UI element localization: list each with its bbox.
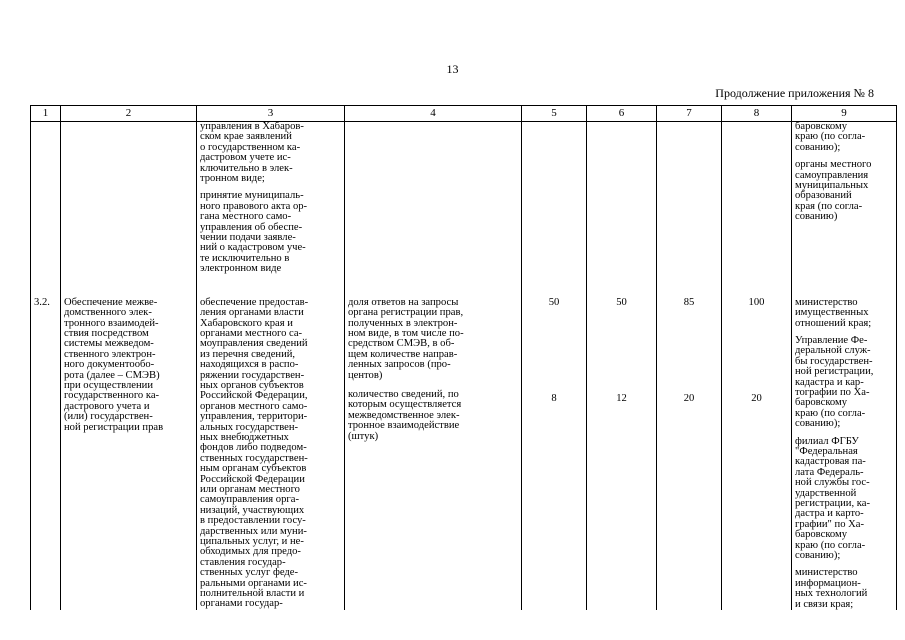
column-header: 2 xyxy=(61,106,197,122)
cell-number: 3.2. xyxy=(31,298,61,610)
indicator-value: 85 xyxy=(683,296,695,308)
cell-value xyxy=(522,122,587,298)
cell-number xyxy=(31,122,61,298)
column-header: 9 xyxy=(792,106,897,122)
table-row-continued xyxy=(31,122,897,298)
table-row-3-2 xyxy=(31,298,897,610)
indicator-value: 100 xyxy=(748,296,765,308)
executor-text: министерство имущественных отношений края; xyxy=(795,296,872,329)
executor-text: Управление Фе- деральной служ- бы государствен- ной регистрации, кадастра и кар- тографии по Ха- баровскому краю (по согла- сованию); xyxy=(795,334,874,430)
cell-value-col6 xyxy=(587,298,657,610)
column-header: 5 xyxy=(522,106,587,122)
indicator-value: 50 xyxy=(616,296,627,308)
column-header: 1 xyxy=(31,106,61,122)
column-header: 8 xyxy=(722,106,792,122)
cell-value-col7 xyxy=(657,298,722,610)
column-header: 6 xyxy=(587,106,657,122)
column-header: 4 xyxy=(345,106,522,122)
column-header: 7 xyxy=(657,106,722,122)
continuation-label: Продолжение приложения № 8 xyxy=(715,86,874,100)
column-header: 3 xyxy=(197,106,345,122)
cell-indicators xyxy=(345,298,522,610)
cell-name: Обеспечение межве- домственного элек- тронного взаимодей- ствия посредством системы межведом- ственного электрон- ного документообо- рота (далее – СМЭВ) при осуществлении государственного ка- дастрового учета и (или) государствен- ной регистрации прав xyxy=(61,298,197,610)
measure-text: управления в Хабаров- ском крае заявлений о государственном ка- дастровом учете ис- ключительно в элек- тронном виде; xyxy=(200,121,304,185)
plan-table xyxy=(30,105,897,610)
measure-text: принятие муниципаль- ного правового акта ор- гана местного само- управления об обеспе- чении подачи заявле- ний о кадастровом уче- те исключительно в электронном виде xyxy=(200,190,308,275)
cell-value xyxy=(722,122,792,298)
page-number: 13 xyxy=(446,62,459,76)
indicator-text: количество сведений, по которым осуществляется межведомственное элек- тронное взаимодействие (штук) xyxy=(348,388,462,442)
cell-name xyxy=(61,122,197,298)
cell-measures xyxy=(197,122,345,298)
indicator-value: 8 xyxy=(551,392,557,404)
indicator-value: 50 xyxy=(548,296,560,308)
executor-text: филиал ФГБУ "Федеральная кадастровая па- лата Федераль- ной службы гос- ударственной регистрации, ка- дастра и карто- графии" по Ха- баровскому краю (по согла- сованию); xyxy=(795,435,870,562)
cell-executors xyxy=(792,298,897,610)
indicator-value: 12 xyxy=(616,392,627,404)
cell-indicator xyxy=(345,122,522,298)
indicator-value: 20 xyxy=(683,392,695,404)
column-number-row xyxy=(31,106,897,122)
executor-text: органы местного самоуправления муниципальных образований края (по согла- сованию) xyxy=(795,159,872,223)
indicator-value: 20 xyxy=(751,392,762,404)
executor-text: баровскому краю (по согла- сованию); xyxy=(795,121,866,153)
executor-text: министерство информацион- ных технологий и связи края; xyxy=(795,567,868,610)
cell-executors xyxy=(792,122,897,298)
cell-value xyxy=(587,122,657,298)
cell-measure: обеспечение предостав- ления органами власти Хабаровского края и органами местного са- моуправления сведений из перечня сведений, находящихся в распо- ряжении государствен- ных органов субъектов Российской Федерации, органов местного само- управления, территори- альных государствен- ных внебюджетных фондов либо подведом- ственных государствен- ным органам субъектов Российской Федерации или органам местного самоуправления орга- низаций, участвующих в предоставлении госу- дарственных или муни- ципальных услуг, и не- обходимых для предо- ставления государ- ственных услуг феде- ральными органами ис- полнительной власти и органами государ- xyxy=(197,298,345,610)
cell-value xyxy=(657,122,722,298)
cell-value-col8 xyxy=(722,298,792,610)
cell-value-col5 xyxy=(522,298,587,610)
row-spacer xyxy=(200,275,341,298)
indicator-text: доля ответов на запросы органа регистрации прав, полученных в электрон- ном виде, в том числе по- средством СМЭВ, в об- щем количестве направ- ленных запросов (про- центов) xyxy=(348,296,464,381)
